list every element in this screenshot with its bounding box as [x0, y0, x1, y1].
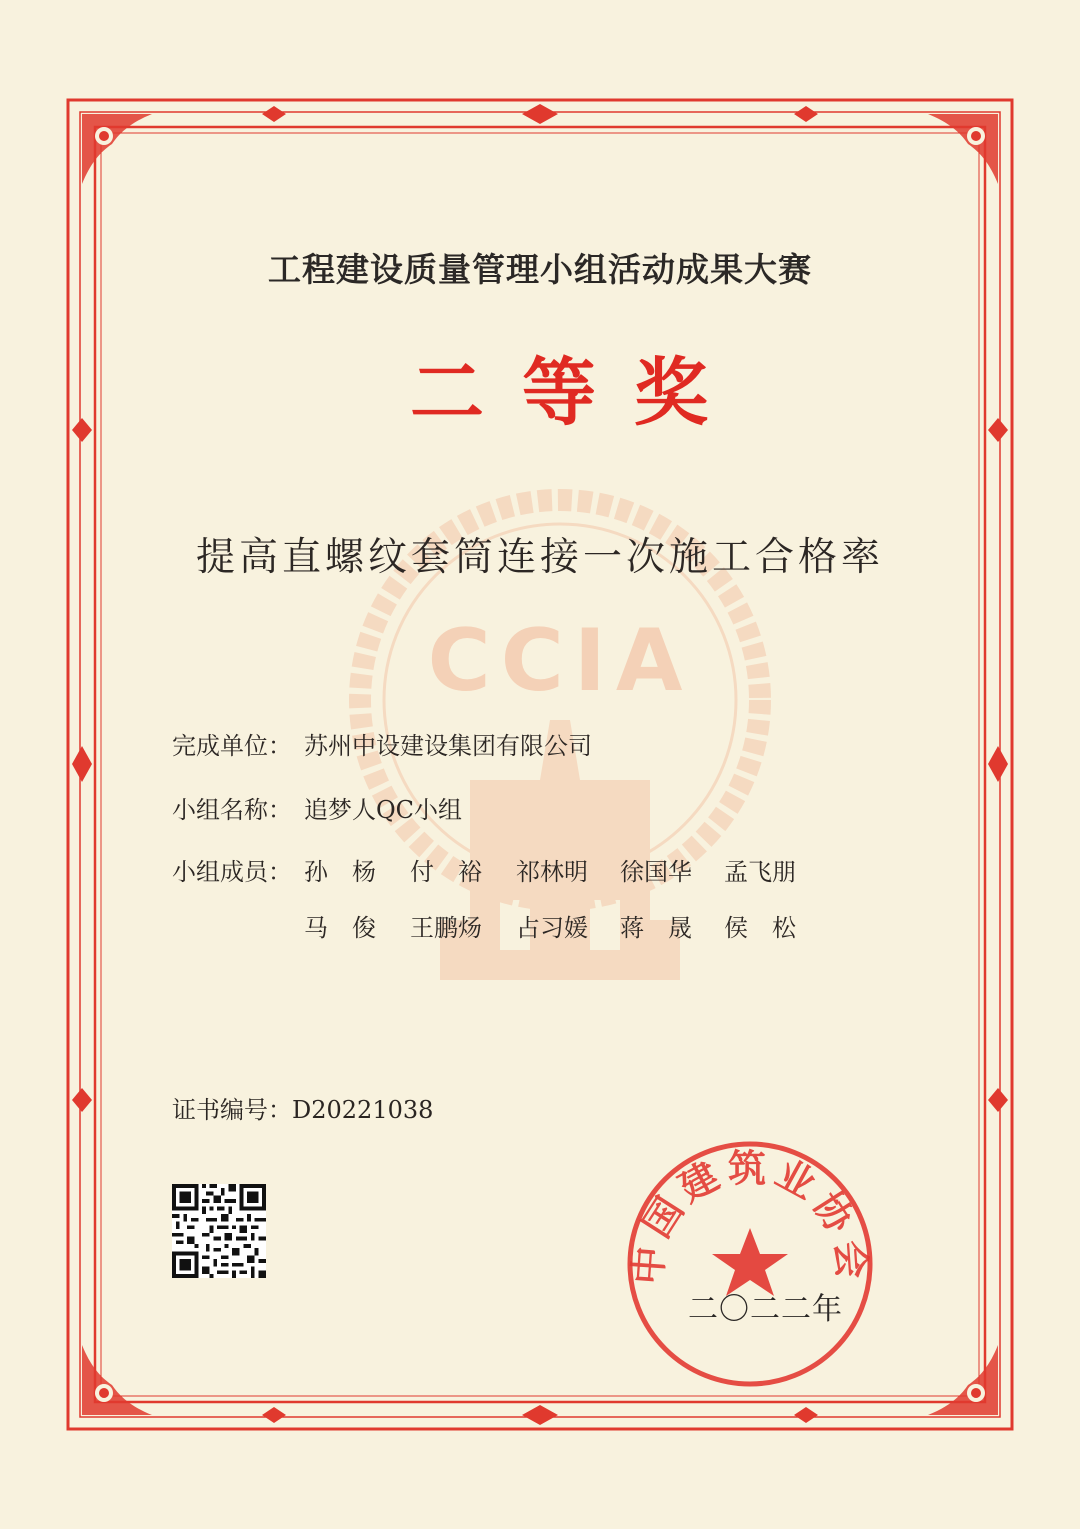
unit-field: [172, 726, 592, 761]
member-name: 侯 松: [724, 914, 796, 942]
member-name: 祁林明: [516, 858, 588, 886]
competition-title: 工程建设质量管理小组活动成果大赛: [268, 250, 812, 289]
member-name: 徐国华: [620, 858, 692, 886]
member-name: 占习媛: [516, 914, 588, 942]
group-value: 追梦人QC小组: [304, 796, 463, 824]
award-level: 二等奖: [410, 350, 746, 436]
group-label: 小组名称：: [172, 796, 292, 824]
member-name: 付 裕: [410, 858, 482, 886]
project-title: 提高直螺纹套筒连接一次施工合格率: [195, 535, 884, 580]
cert-label: 证书编号：: [172, 1096, 292, 1124]
unit-label: 完成单位：: [172, 732, 292, 760]
group-field: [172, 790, 462, 825]
cert-value: D20221038: [292, 1096, 434, 1124]
seal-text: 中国建筑业协会: [625, 1146, 875, 1286]
watermark-text: CCIA: [427, 611, 693, 711]
unit-value: 苏州中设建设集团有限公司: [304, 732, 592, 760]
issue-year: 二〇二二年: [688, 1292, 843, 1327]
member-name: 孙 杨: [304, 858, 376, 886]
member-name: 马 俊: [304, 914, 376, 942]
member-name: 蒋 晟: [620, 914, 692, 942]
qr-code-icon[interactable]: [172, 1184, 266, 1278]
members-field: [172, 852, 304, 887]
official-seal: [622, 1136, 878, 1392]
member-name: 王鹏炀: [410, 914, 482, 942]
members-label: 小组成员：: [172, 858, 292, 886]
certificate-number: [172, 1090, 433, 1125]
member-name: 孟飞朋: [724, 858, 796, 886]
